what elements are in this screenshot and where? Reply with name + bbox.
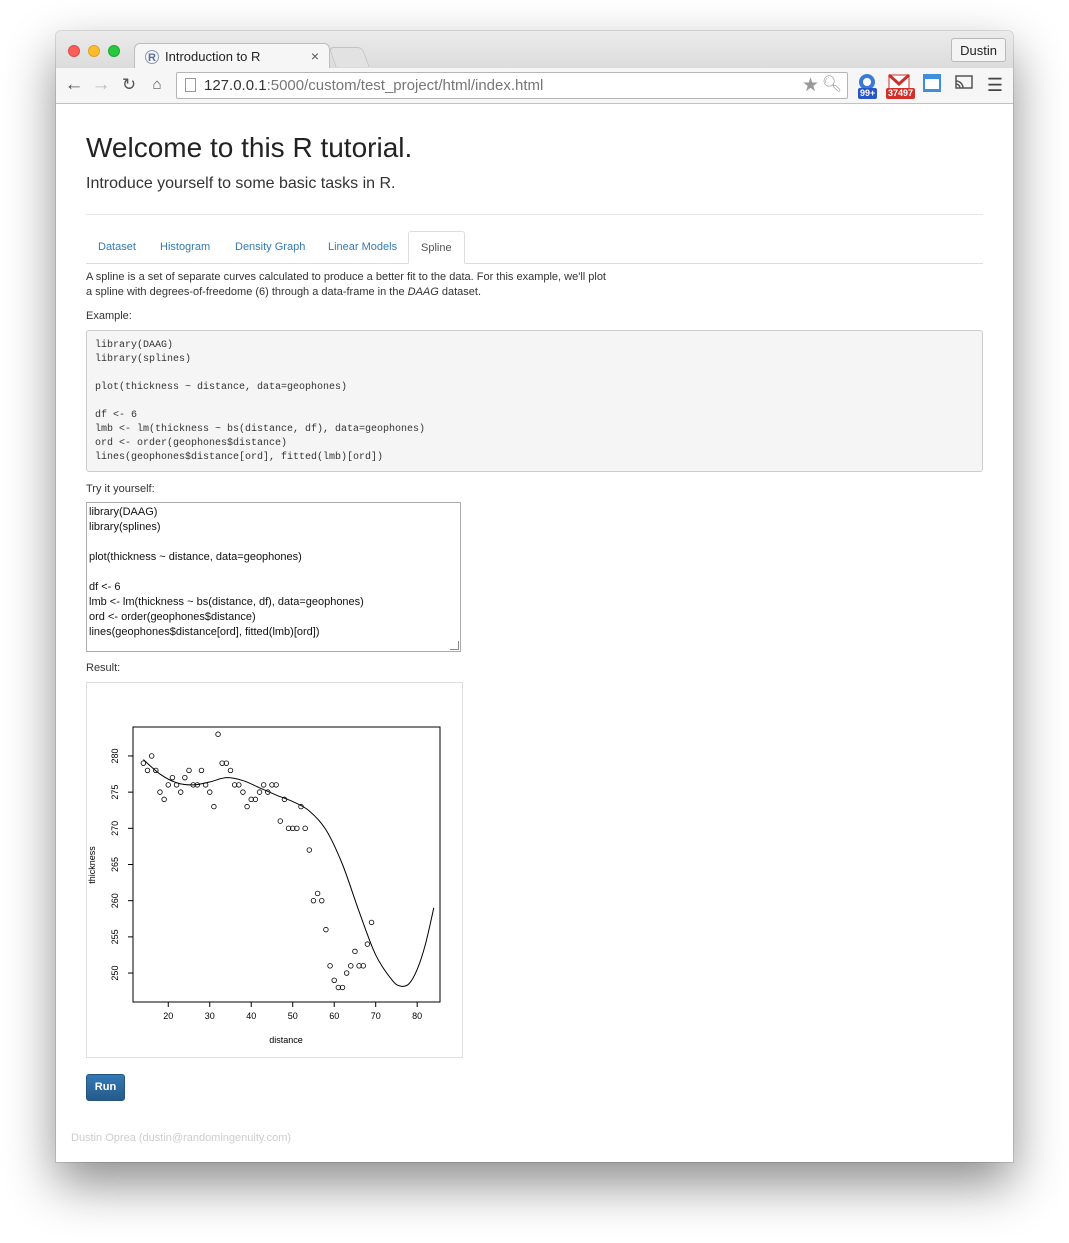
back-arrow-icon[interactable]: ← xyxy=(64,74,84,95)
data-point xyxy=(319,898,324,903)
editor-line: ord <- order(geophones$distance) xyxy=(89,611,256,623)
bookmark-star-icon[interactable]: ★ xyxy=(801,75,819,96)
data-point xyxy=(353,949,358,954)
data-point xyxy=(278,819,283,824)
chrome-menu-icon[interactable]: ☰ xyxy=(986,75,1003,95)
browser-toolbar xyxy=(56,68,1013,104)
data-point xyxy=(207,790,212,795)
code-line: ord <- order(geophones$distance) xyxy=(95,438,288,449)
y-tick-label: 275 xyxy=(110,784,120,800)
result-label: Result: xyxy=(86,662,121,674)
editor-line: library(splines) xyxy=(89,521,161,533)
tab-histogram[interactable]: Histogram xyxy=(160,241,211,253)
zoom-lens-icon[interactable]: 🔍︎ xyxy=(821,76,842,93)
page-subtitle: Introduce yourself to some basic tasks in R. xyxy=(86,175,396,192)
result-panel xyxy=(86,682,463,1058)
browser-tab-title: Introduction to R xyxy=(165,49,261,64)
data-point xyxy=(241,790,246,795)
data-point xyxy=(261,783,266,788)
profile-button[interactable]: Dustin xyxy=(951,38,1006,62)
code-line: library(splines) xyxy=(95,354,192,365)
y-tick-label: 280 xyxy=(110,748,120,764)
page-content xyxy=(56,104,1013,1162)
run-button[interactable]: Run xyxy=(86,1074,125,1101)
gmail-badge: 37497 xyxy=(888,88,914,98)
forward-arrow-icon[interactable]: → xyxy=(91,74,111,95)
y-tick-label: 265 xyxy=(110,856,120,873)
code-editor-textarea[interactable] xyxy=(86,502,461,652)
address-bar[interactable] xyxy=(176,72,848,99)
page-icon xyxy=(185,78,196,92)
plot-frame xyxy=(133,727,440,1002)
divider xyxy=(86,214,983,215)
code-line: df <- 6 xyxy=(95,410,138,421)
cast-icon[interactable] xyxy=(953,73,975,95)
y-tick-label: 260 xyxy=(110,893,120,909)
code-line: lmb <- lm(thickness ~ bs(distance, df), data=geophones) xyxy=(95,424,426,435)
data-point xyxy=(311,898,316,903)
new-tab-button[interactable] xyxy=(328,47,369,67)
tab-linear-models[interactable]: Linear Models xyxy=(328,241,398,253)
data-point xyxy=(187,768,192,773)
editor-line: lines(geophones$distance[ord], fitted(lmb)[ord]) xyxy=(89,626,320,638)
data-point xyxy=(324,927,329,932)
data-point xyxy=(170,775,175,780)
data-point xyxy=(369,920,374,925)
window-minimize-button[interactable] xyxy=(88,45,100,57)
reload-icon[interactable]: ↻ xyxy=(121,75,137,94)
editor-line: library(DAAG) xyxy=(89,506,158,518)
window-close-button[interactable] xyxy=(68,45,80,57)
editor-line: df <- 6 xyxy=(89,581,121,593)
data-point xyxy=(149,754,154,759)
browser-window xyxy=(56,31,1013,1162)
data-point xyxy=(228,768,233,773)
x-tick-label: 60 xyxy=(329,1011,340,1021)
tab-dataset[interactable]: Dataset xyxy=(98,241,136,253)
title-bar xyxy=(56,31,1013,68)
tab-spline[interactable]: Spline xyxy=(408,231,465,264)
y-tick-label: 250 xyxy=(110,965,120,981)
data-point xyxy=(349,964,354,969)
spline-description: A spline is a set of separate curves calculated to produce a better fit to the data. For this example, we'll plot a spline with degrees-of-freedome (6) through a data-frame in the DAAG dataset. xyxy=(86,271,606,298)
data-point xyxy=(212,804,217,809)
window-maximize-button[interactable] xyxy=(108,45,120,57)
tab-density-graph[interactable]: Density Graph xyxy=(235,241,306,253)
try-label: Try it yourself: xyxy=(86,483,155,495)
chat-badge: 99+ xyxy=(860,88,876,98)
data-point xyxy=(216,732,221,737)
data-point xyxy=(344,971,349,976)
browser-tab[interactable] xyxy=(134,43,330,69)
y-tick-label: 255 xyxy=(110,929,120,945)
data-point xyxy=(315,891,320,896)
spline-line xyxy=(143,760,433,987)
url-text: 127.0.0.1:5000/custom/test_project/html/index.html xyxy=(204,77,544,94)
chat-extension-icon[interactable] xyxy=(856,73,878,98)
spline-plot xyxy=(87,683,462,1057)
resize-handle-icon[interactable] xyxy=(450,641,459,650)
x-tick-label: 20 xyxy=(163,1011,174,1021)
data-point xyxy=(328,964,333,969)
tab-close-icon[interactable]: × xyxy=(310,48,319,64)
data-point xyxy=(303,826,308,831)
data-point xyxy=(162,797,167,802)
data-point xyxy=(178,790,183,795)
gmail-extension-icon[interactable] xyxy=(888,73,914,98)
code-line: lines(geophones$distance[ord], fitted(lmb)[ord]) xyxy=(95,452,384,463)
x-tick-label: 30 xyxy=(204,1011,215,1021)
x-axis-label: distance xyxy=(269,1035,303,1045)
x-tick-label: 50 xyxy=(287,1011,298,1021)
data-point xyxy=(245,804,250,809)
example-code-block xyxy=(86,330,983,472)
code-line: plot(thickness ~ distance, data=geophones) xyxy=(95,382,348,393)
data-point xyxy=(183,775,188,780)
data-point xyxy=(332,978,337,983)
y-tick-label: 270 xyxy=(110,820,120,836)
data-point xyxy=(166,783,171,788)
footer-text: Dustin Oprea (dustin@randomingenuity.com) xyxy=(71,1132,292,1144)
y-axis-label: thickness xyxy=(87,846,97,884)
code-line: library(DAAG) xyxy=(95,340,174,351)
home-icon[interactable]: ⌂ xyxy=(152,76,162,93)
data-point xyxy=(365,942,370,947)
editor-line: lmb <- lm(thickness ~ bs(distance, df), data=geophones) xyxy=(89,596,364,608)
data-point xyxy=(145,768,150,773)
data-point xyxy=(158,790,163,795)
data-point xyxy=(199,768,204,773)
editor-line: plot(thickness ~ distance, data=geophones) xyxy=(89,551,302,563)
data-point xyxy=(307,848,312,853)
x-tick-label: 80 xyxy=(412,1011,423,1021)
tab-bar xyxy=(86,231,983,264)
calendar-extension-icon[interactable] xyxy=(922,73,944,95)
x-tick-label: 40 xyxy=(246,1011,257,1021)
r-favicon-icon: R xyxy=(145,50,159,64)
data-point xyxy=(257,790,262,795)
example-label: Example: xyxy=(86,310,132,322)
page-title: Welcome to this R tutorial. xyxy=(86,132,413,163)
x-tick-label: 70 xyxy=(370,1011,381,1021)
